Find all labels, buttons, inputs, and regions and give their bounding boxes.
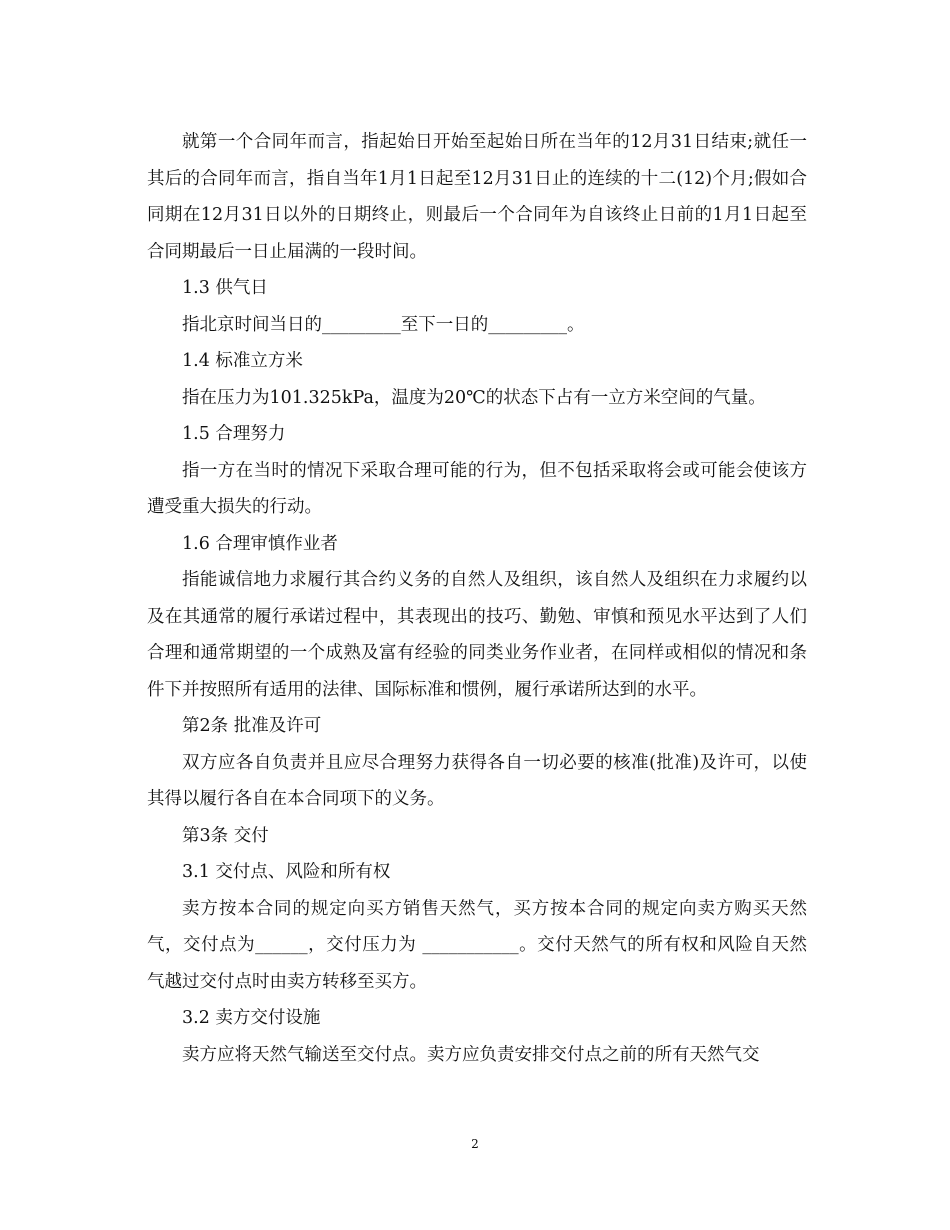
paragraph-contract-year-definition: 就第一个合同年而言，指起始日开始至起始日所在当年的12月31日结束;就任一其后的合同年而言，指自当年1月1日起至12月31日止的连续的十二(12)个月;假如合同期在12月31日以外的日期终止，则最后一个合同年为自该终止日前的1月1日起至合同期最后一日止届满的一段时间。 (147, 132, 807, 262)
page-body (147, 124, 807, 1073)
page-number: 2 (471, 1137, 479, 1151)
paragraph-seller-facilities: 卖方应将天然气输送至交付点。卖方应负责安排交付点之前的所有天然气交 (182, 1044, 760, 1065)
heading-article-3-delivery: 第3条 交付 (182, 825, 269, 846)
heading-3-1-delivery-point: 3.1 交付点、风险和所有权 (182, 862, 391, 882)
paragraph-reasonable-efforts-definition: 指一方在当时的情况下采取合理可能的行为，但不包括采取将会或可能会使该方遭受重大损失的行动。 (147, 460, 807, 517)
paragraph-supply-day-definition: 指北京时间当日的_________至下一日的_________。 (182, 314, 585, 335)
heading-article-2-approvals: 第2条 批准及许可 (182, 716, 322, 736)
paragraph-standard-cubic-meter-definition: 指在压力为101.325kPa，温度为20℃的状态下占有一立方米空间的气量。 (182, 387, 766, 408)
paragraph-prudent-operator-definition: 指能诚信地力求履行其合约义务的自然人及组织，该自然人及组织在力求履约以及在其通常的履行承诺过程中，其表现出的技巧、勤勉、审慎和预见水平达到了人们合理和通常期望的一个成熟及富有经验的同类业务作业者，在同样或相似的情况和条件下并按照所有适用的法律、国际标准和惯例，履行承诺所达到的水平。 (147, 570, 807, 700)
heading-1-3-supply-day: 1.3 供气日 (182, 278, 268, 298)
paragraph-approvals: 双方应各自负责并且应尽合理努力获得各自一切必要的核准(批准)及许可，以使其得以履行各自在本合同项下的义务。 (147, 752, 807, 809)
heading-1-4-standard-cubic-meter: 1.4 标准立方米 (182, 351, 303, 371)
heading-1-5-reasonable-efforts: 1.5 合理努力 (182, 424, 286, 444)
heading-3-2-seller-facilities: 3.2 卖方交付设施 (182, 1008, 321, 1028)
heading-1-6-prudent-operator: 1.6 合理审慎作业者 (182, 533, 338, 554)
paragraph-delivery-point: 卖方按本合同的规定向买方销售天然气，买方按本合同的规定向卖方购买天然气，交付点为______，交付压力为 ___________。交付天然气的所有权和风险自天然气越过交付点时由卖方转移至买方。 (147, 898, 807, 992)
